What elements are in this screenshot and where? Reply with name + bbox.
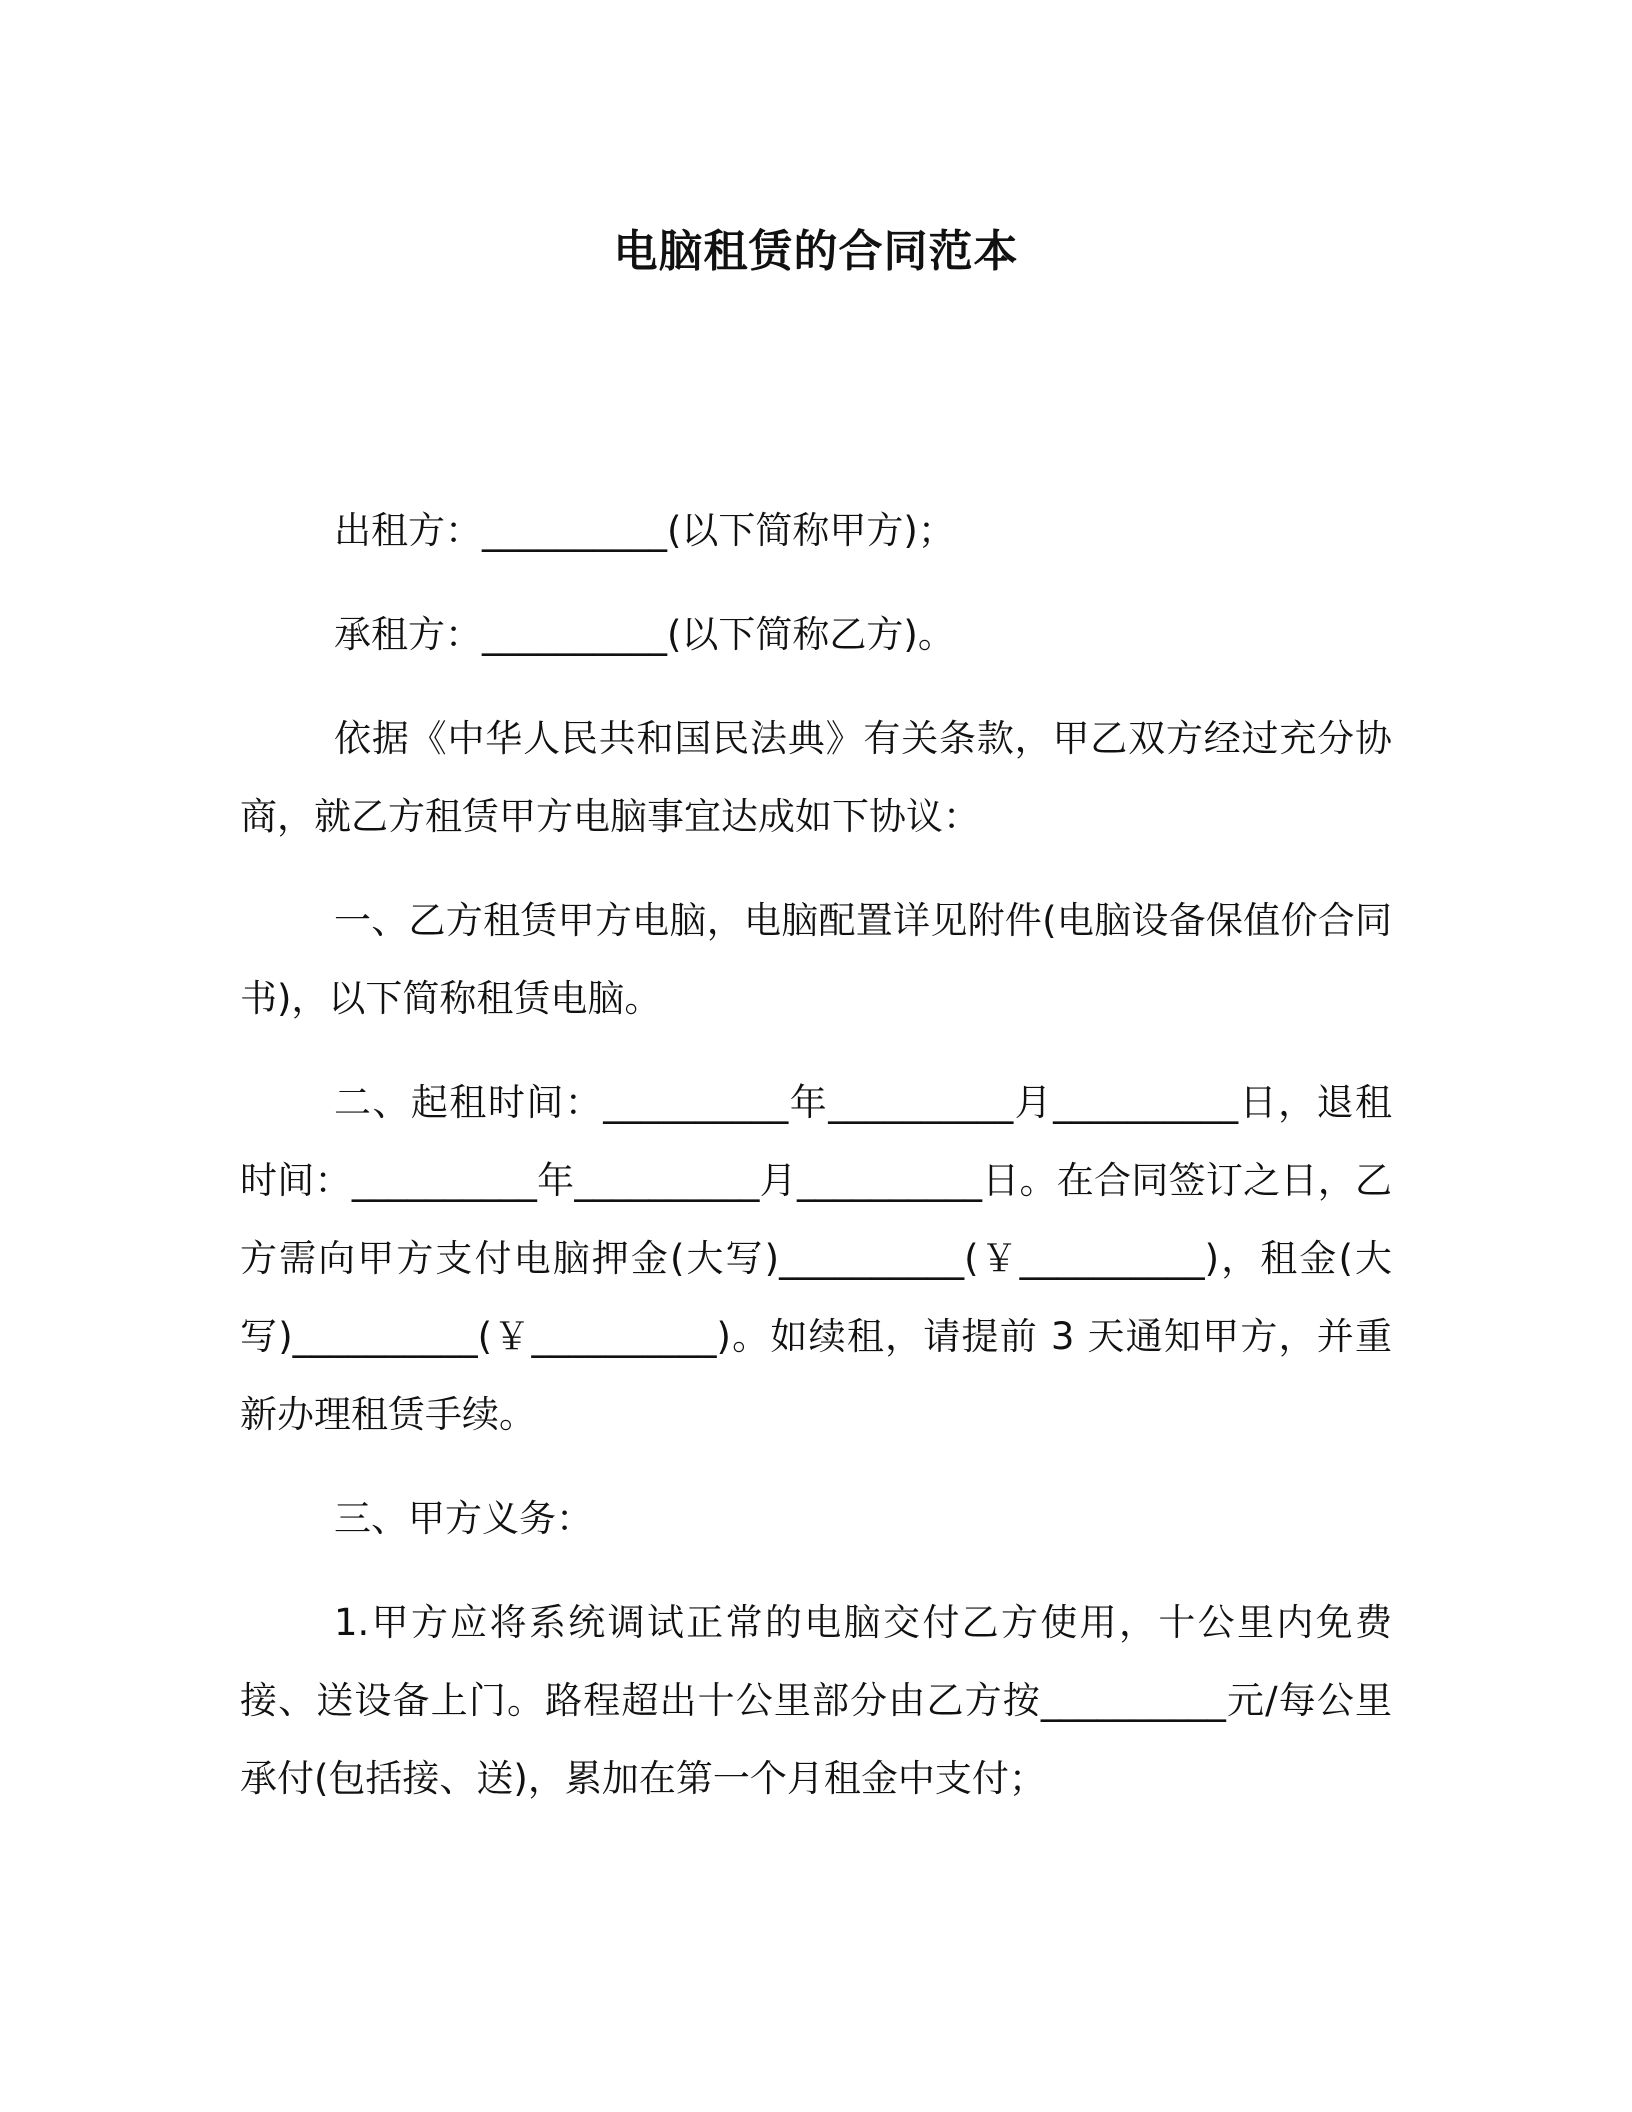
clause-two-paragraph: 二、起租时间：__________年__________月__________日，退租时间：__________年__________月__________日。在合同签订之日，乙方需向甲方支付电脑押金(大写)__________(￥__________)，租金(大写)__________(￥__________)。如续租，请提前 3 天通知甲方，并重新办理租赁手续。 [240,1081,1392,1436]
document-title: 电脑租赁的合同范本 [613,226,1019,277]
clause-three-item-one: 1.甲方应将系统调试正常的电脑交付乙方使用，十公里内免费接、送设备上门。路程超出十公里部分由乙方按__________元/每公里承付(包括接、送)，累加在第一个月租金中支付； [240,1601,1392,1800]
legal-basis-paragraph: 依据《中华人民共和国民法典》有关条款，甲乙双方经过充分协商，就乙方租赁甲方电脑事宜达成如下协议： [240,717,1392,838]
clause-one-paragraph: 一、乙方租赁甲方电脑，电脑配置详见附件(电脑设备保值价合同书)，以下简称租赁电脑。 [240,899,1392,1020]
clause-three-heading: 三、甲方义务： [334,1497,593,1540]
lessor-line: 出租方：__________(以下简称甲方)； [334,509,955,552]
document-body [240,492,1392,1844]
lessee-line: 承租方：__________(以下简称乙方)。 [334,613,955,656]
